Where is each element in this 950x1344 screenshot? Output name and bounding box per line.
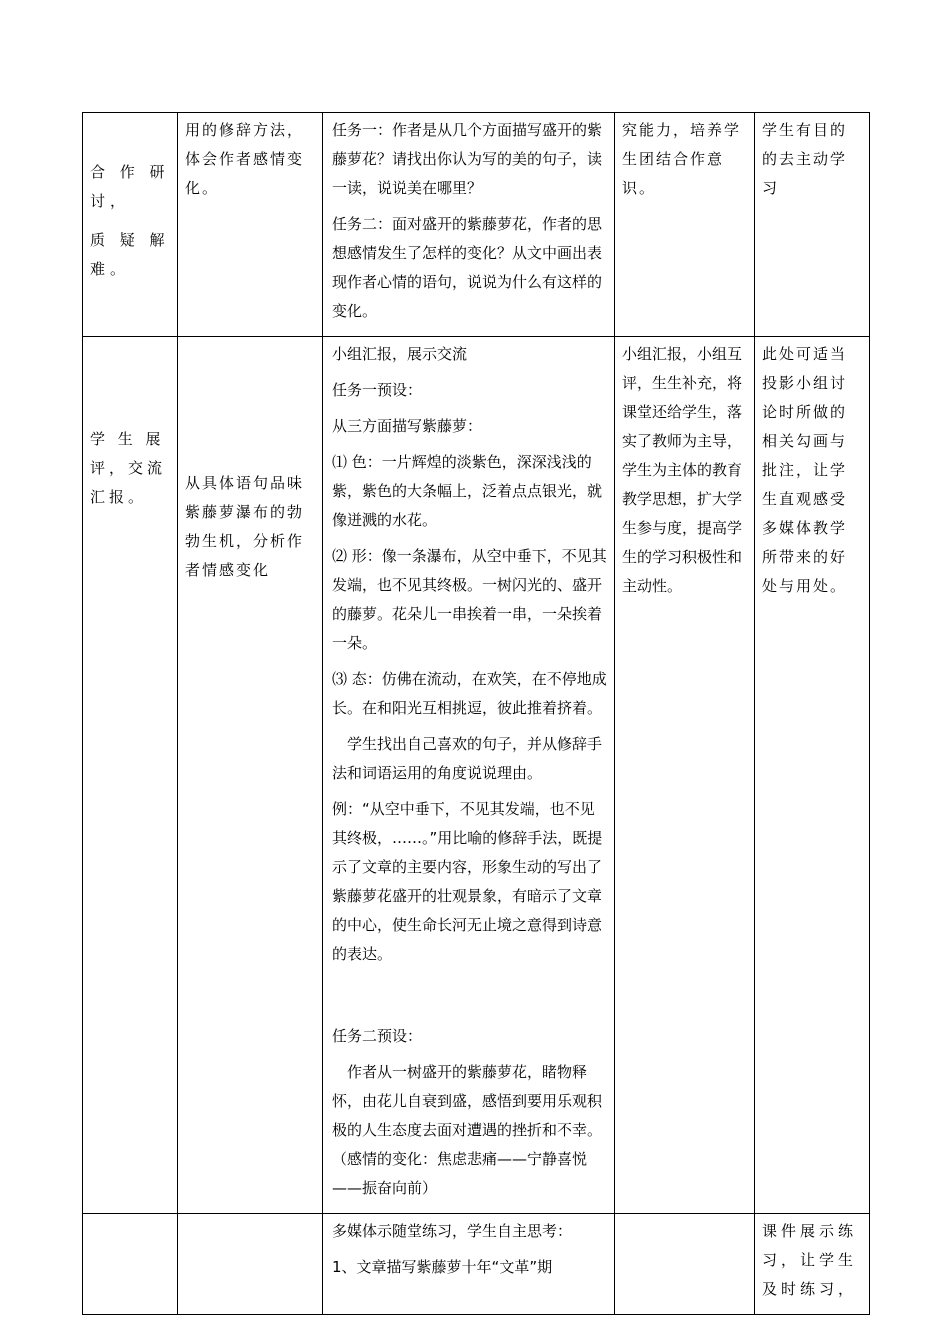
intent-text: 究能力，培养学生团结合作意识。 (622, 121, 742, 197)
table-row (83, 337, 870, 1214)
activity-paragraph: 1、文章描写紫藤萝十年“文革”期 (332, 1258, 553, 1276)
activity-paragraph: 任务一：作者是从几个方面描写盛开的紫藤萝花？请找出你认为写的美的句子，读一读，说说美在哪里？ (332, 121, 603, 197)
activity-paragraph: 多媒体示随堂练习，学生自主思考： (332, 1222, 573, 1240)
goal-text: 用的修辞方法，体会作者感情变化。 (185, 121, 305, 197)
goal-cell (178, 1214, 323, 1315)
activity-paragraph: ⑴ 色：一片辉煌的淡紫色，深深浅浅的紫，紫色的大条幅上，泛着点点银光，就像迸溅的水花。 (332, 453, 603, 529)
goal-cell (178, 337, 323, 1214)
note-text: 课件展示练习，让学生及时练习， (762, 1222, 858, 1298)
activity-paragraph: 作者从一树盛开的紫藤萝花，睹物释怀，由花儿自衰到盛，感悟到要用乐观积极的人生态度去面对遭遇的挫折和不幸。（感情的变化：焦虑悲痛——宁静喜悦——振奋向前） (332, 1063, 603, 1197)
activity-cell (323, 1214, 615, 1315)
stage-text: 质 疑 解 难。 (90, 231, 170, 278)
goal-cell (178, 113, 323, 337)
lesson-plan-table (82, 112, 870, 1315)
activity-cell (323, 113, 615, 337)
activity-paragraph: 例：“从空中垂下，不见其发端，也不见其终极，……。”用比喻的修辞手法，既提示了文章的主要内容，形象生动的写出了紫藤萝花盛开的壮观景象，有暗示了文章的中心，使生命长河无止境之意得到诗意的表达。 (332, 800, 603, 963)
goal-text: 从具体语句品味紫藤萝瀑布的勃勃生机，分析作者情感变化 (185, 474, 305, 579)
note-cell (755, 113, 870, 337)
activity-paragraph: 任务二：面对盛开的紫藤萝花，作者的思想感情发生了怎样的变化？从文中画出表现作者心情的语句，说说为什么有这样的变化。 (332, 215, 603, 320)
stage-text: 学 生 展 评，交流汇报。 (90, 430, 167, 506)
note-text: 此处可适当投影小组讨论时所做的相关勾画与批注，让学生直观感受多媒体教学所带来的好处与用处。 (762, 345, 848, 595)
stage-cell (83, 1214, 178, 1315)
activity-paragraph: 任务二预设： (332, 1027, 423, 1045)
table-row (83, 113, 870, 337)
intent-text: 小组汇报，小组互评，生生补充，将课堂还给学生，落实了教师为主导，学生为主体的教育教学思想，扩大学生参与度，提高学生的学习积极性和主动性。 (622, 345, 743, 595)
stage-cell (83, 337, 178, 1214)
intent-cell (615, 337, 755, 1214)
stage-cell (83, 113, 178, 337)
activity-paragraph: 从三方面描写紫藤萝： (332, 417, 483, 435)
activity-paragraph: 任务一预设： (332, 381, 423, 399)
stage-text: 合 作 研 讨， (90, 163, 170, 210)
intent-cell (615, 1214, 755, 1315)
intent-cell (615, 113, 755, 337)
activity-paragraph: ⑶ 态：仿佛在流动，在欢笑，在不停地成长。在和阳光互相挑逗，彼此推着挤着。 (332, 670, 607, 717)
spacer (332, 976, 607, 1022)
activity-paragraph: 学生找出自己喜欢的句子，并从修辞手法和词语运用的角度说说理由。 (332, 735, 603, 782)
note-cell (755, 1214, 870, 1315)
activity-paragraph: ⑵ 形：像一条瀑布，从空中垂下，不见其发端，也不见其终极。一树闪光的、盛开的藤萝。花朵儿一串挨着一串，一朵挨着一朵。 (332, 547, 607, 652)
note-cell (755, 337, 870, 1214)
activity-paragraph: 小组汇报，展示交流 (332, 345, 468, 363)
activity-cell (323, 337, 615, 1214)
note-text: 学生有目的的去主动学习 (762, 121, 848, 197)
table-row (83, 1214, 870, 1315)
